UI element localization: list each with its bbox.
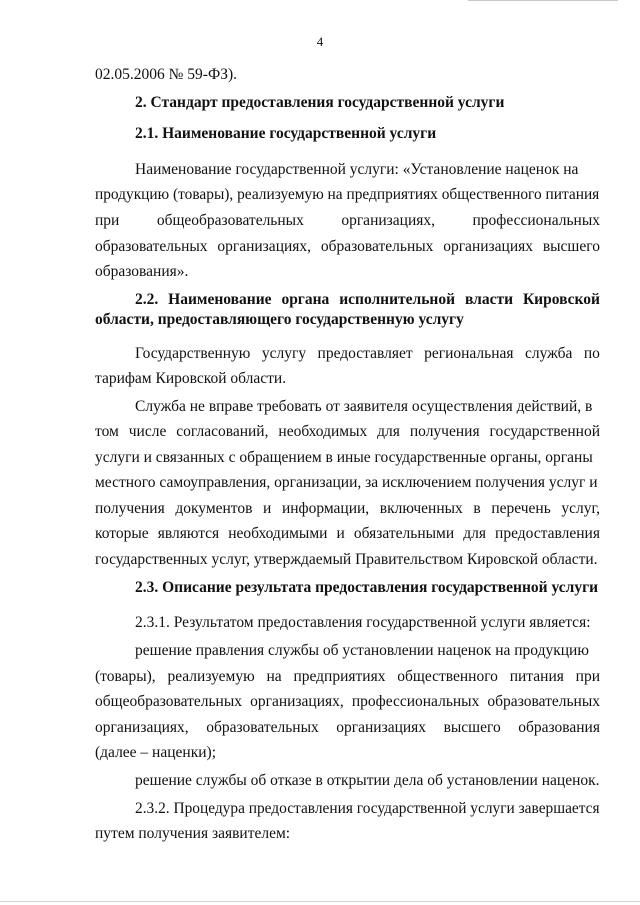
- text-line: (далее – наценки);: [95, 744, 216, 761]
- word: организациях,: [95, 719, 189, 736]
- word: высшего: [542, 238, 600, 255]
- word: (товары),: [95, 668, 156, 685]
- word: том: [95, 423, 119, 440]
- section-heading: 2. Стандарт предоставления государственной услуги: [135, 94, 505, 111]
- text-line: решение службы об отказе в открытии дела об установлении наценок.: [135, 772, 600, 789]
- text-line: 2.3.2. Процедура предоставления государственной услуги завершается: [135, 800, 600, 817]
- text-line-justified: [95, 523, 600, 545]
- subsection-heading: 2.3. Описание результата предоставления государственной услуги: [135, 579, 599, 596]
- word: документов: [175, 500, 253, 517]
- subsection-heading: области, предоставляющего государственную услугу: [95, 311, 464, 328]
- word: служба: [525, 345, 573, 362]
- word: высшего: [443, 719, 501, 736]
- text-line: образования».: [95, 263, 189, 280]
- word: и: [336, 525, 345, 542]
- word: 2.2.: [135, 291, 159, 308]
- word: предоставляет: [317, 345, 413, 362]
- word: включенных: [379, 500, 463, 517]
- word: общеобразовательных: [156, 212, 304, 229]
- text-line: 2.3.1. Результатом предоставления государственной услуги является:: [135, 614, 591, 631]
- word: Кировской: [522, 291, 600, 308]
- scan-bottom-edge: [0, 901, 640, 905]
- word: для: [463, 525, 486, 542]
- text-line: местного самоуправления, организации, за исключением получения услуг и: [95, 474, 598, 491]
- word: организациях,: [341, 212, 436, 229]
- word: профессиональных: [351, 693, 480, 710]
- word: организациях,: [217, 238, 312, 255]
- text-line: тарифам Кировской области.: [95, 370, 287, 387]
- word: государственной: [489, 423, 600, 440]
- text-line: государственных услуг, утверждаемый Правительством Кировской области.: [95, 551, 598, 568]
- word: реализуемую: [167, 668, 255, 685]
- word: по: [583, 345, 600, 362]
- text-line: продукцию (товары), реализуемую на предприятиях общественного питания: [95, 186, 600, 203]
- word: услуг,: [561, 500, 600, 517]
- word: общественного: [397, 668, 498, 685]
- word: органа: [281, 291, 330, 308]
- word: образовательных: [487, 693, 600, 710]
- word: организациях: [336, 719, 427, 736]
- word: на: [266, 668, 282, 685]
- word: необходимыми: [228, 525, 328, 542]
- word: общеобразовательных: [95, 693, 243, 710]
- word: исполнительной: [339, 291, 456, 308]
- text-line-justified: [95, 498, 600, 520]
- word: получения: [409, 423, 480, 440]
- word: образовательных: [206, 719, 319, 736]
- word: образовательных: [320, 238, 434, 255]
- text-line: услуги и связанных с обращением в иные государственные органы, органы: [95, 449, 593, 466]
- text-line: путем получения заявителем:: [95, 825, 291, 842]
- text-line-justified: [95, 717, 600, 739]
- word: Наименование: [168, 291, 272, 308]
- text-line-justified: [95, 236, 600, 258]
- word: для: [377, 423, 400, 440]
- word: числе: [128, 423, 167, 440]
- scan-top-edge: [468, 0, 618, 5]
- word: необходимых: [278, 423, 368, 440]
- text-line: Наименование государственной услуги: «Установление наценок на: [135, 161, 579, 178]
- subsection-heading: 2.1. Наименование государственной услуги: [135, 125, 437, 142]
- page-number: 4: [316, 34, 324, 49]
- word: при: [575, 668, 600, 685]
- word: организациях: [443, 238, 534, 255]
- word: Государственную: [135, 345, 251, 362]
- text-line: решение правления службы об установлении наценок на продукцию: [135, 642, 589, 659]
- word: получения: [95, 500, 165, 517]
- word: согласований,: [176, 423, 269, 440]
- text-line-justified: [95, 666, 600, 688]
- word: питания: [509, 668, 564, 685]
- word: услугу: [261, 345, 307, 362]
- text-line-justified: [95, 691, 600, 713]
- word: и: [263, 500, 272, 517]
- text-line-justified: [95, 210, 600, 232]
- word: предоставления: [495, 525, 600, 542]
- word: перечень: [491, 500, 551, 517]
- word: обязательными: [353, 525, 455, 542]
- word: власти: [464, 291, 514, 308]
- word: региональная: [424, 345, 514, 362]
- word: предприятиях: [293, 668, 386, 685]
- text-line: Служба не вправе требовать от заявителя осуществления действий, в: [135, 398, 593, 415]
- text-line-justified: [95, 421, 600, 443]
- word: образования: [518, 719, 600, 736]
- word: являются: [157, 525, 220, 542]
- word: в: [473, 500, 481, 517]
- word: при: [95, 212, 120, 229]
- subsection-heading-justified: [135, 289, 600, 311]
- word: профессиональных: [472, 212, 600, 229]
- word: которые: [95, 525, 149, 542]
- word: образовательных: [95, 238, 208, 255]
- text-line: 02.05.2006 № 59-ФЗ).: [95, 66, 237, 83]
- text-line-justified: [135, 343, 600, 365]
- word: организациях,: [250, 693, 344, 710]
- word: информации,: [281, 500, 370, 517]
